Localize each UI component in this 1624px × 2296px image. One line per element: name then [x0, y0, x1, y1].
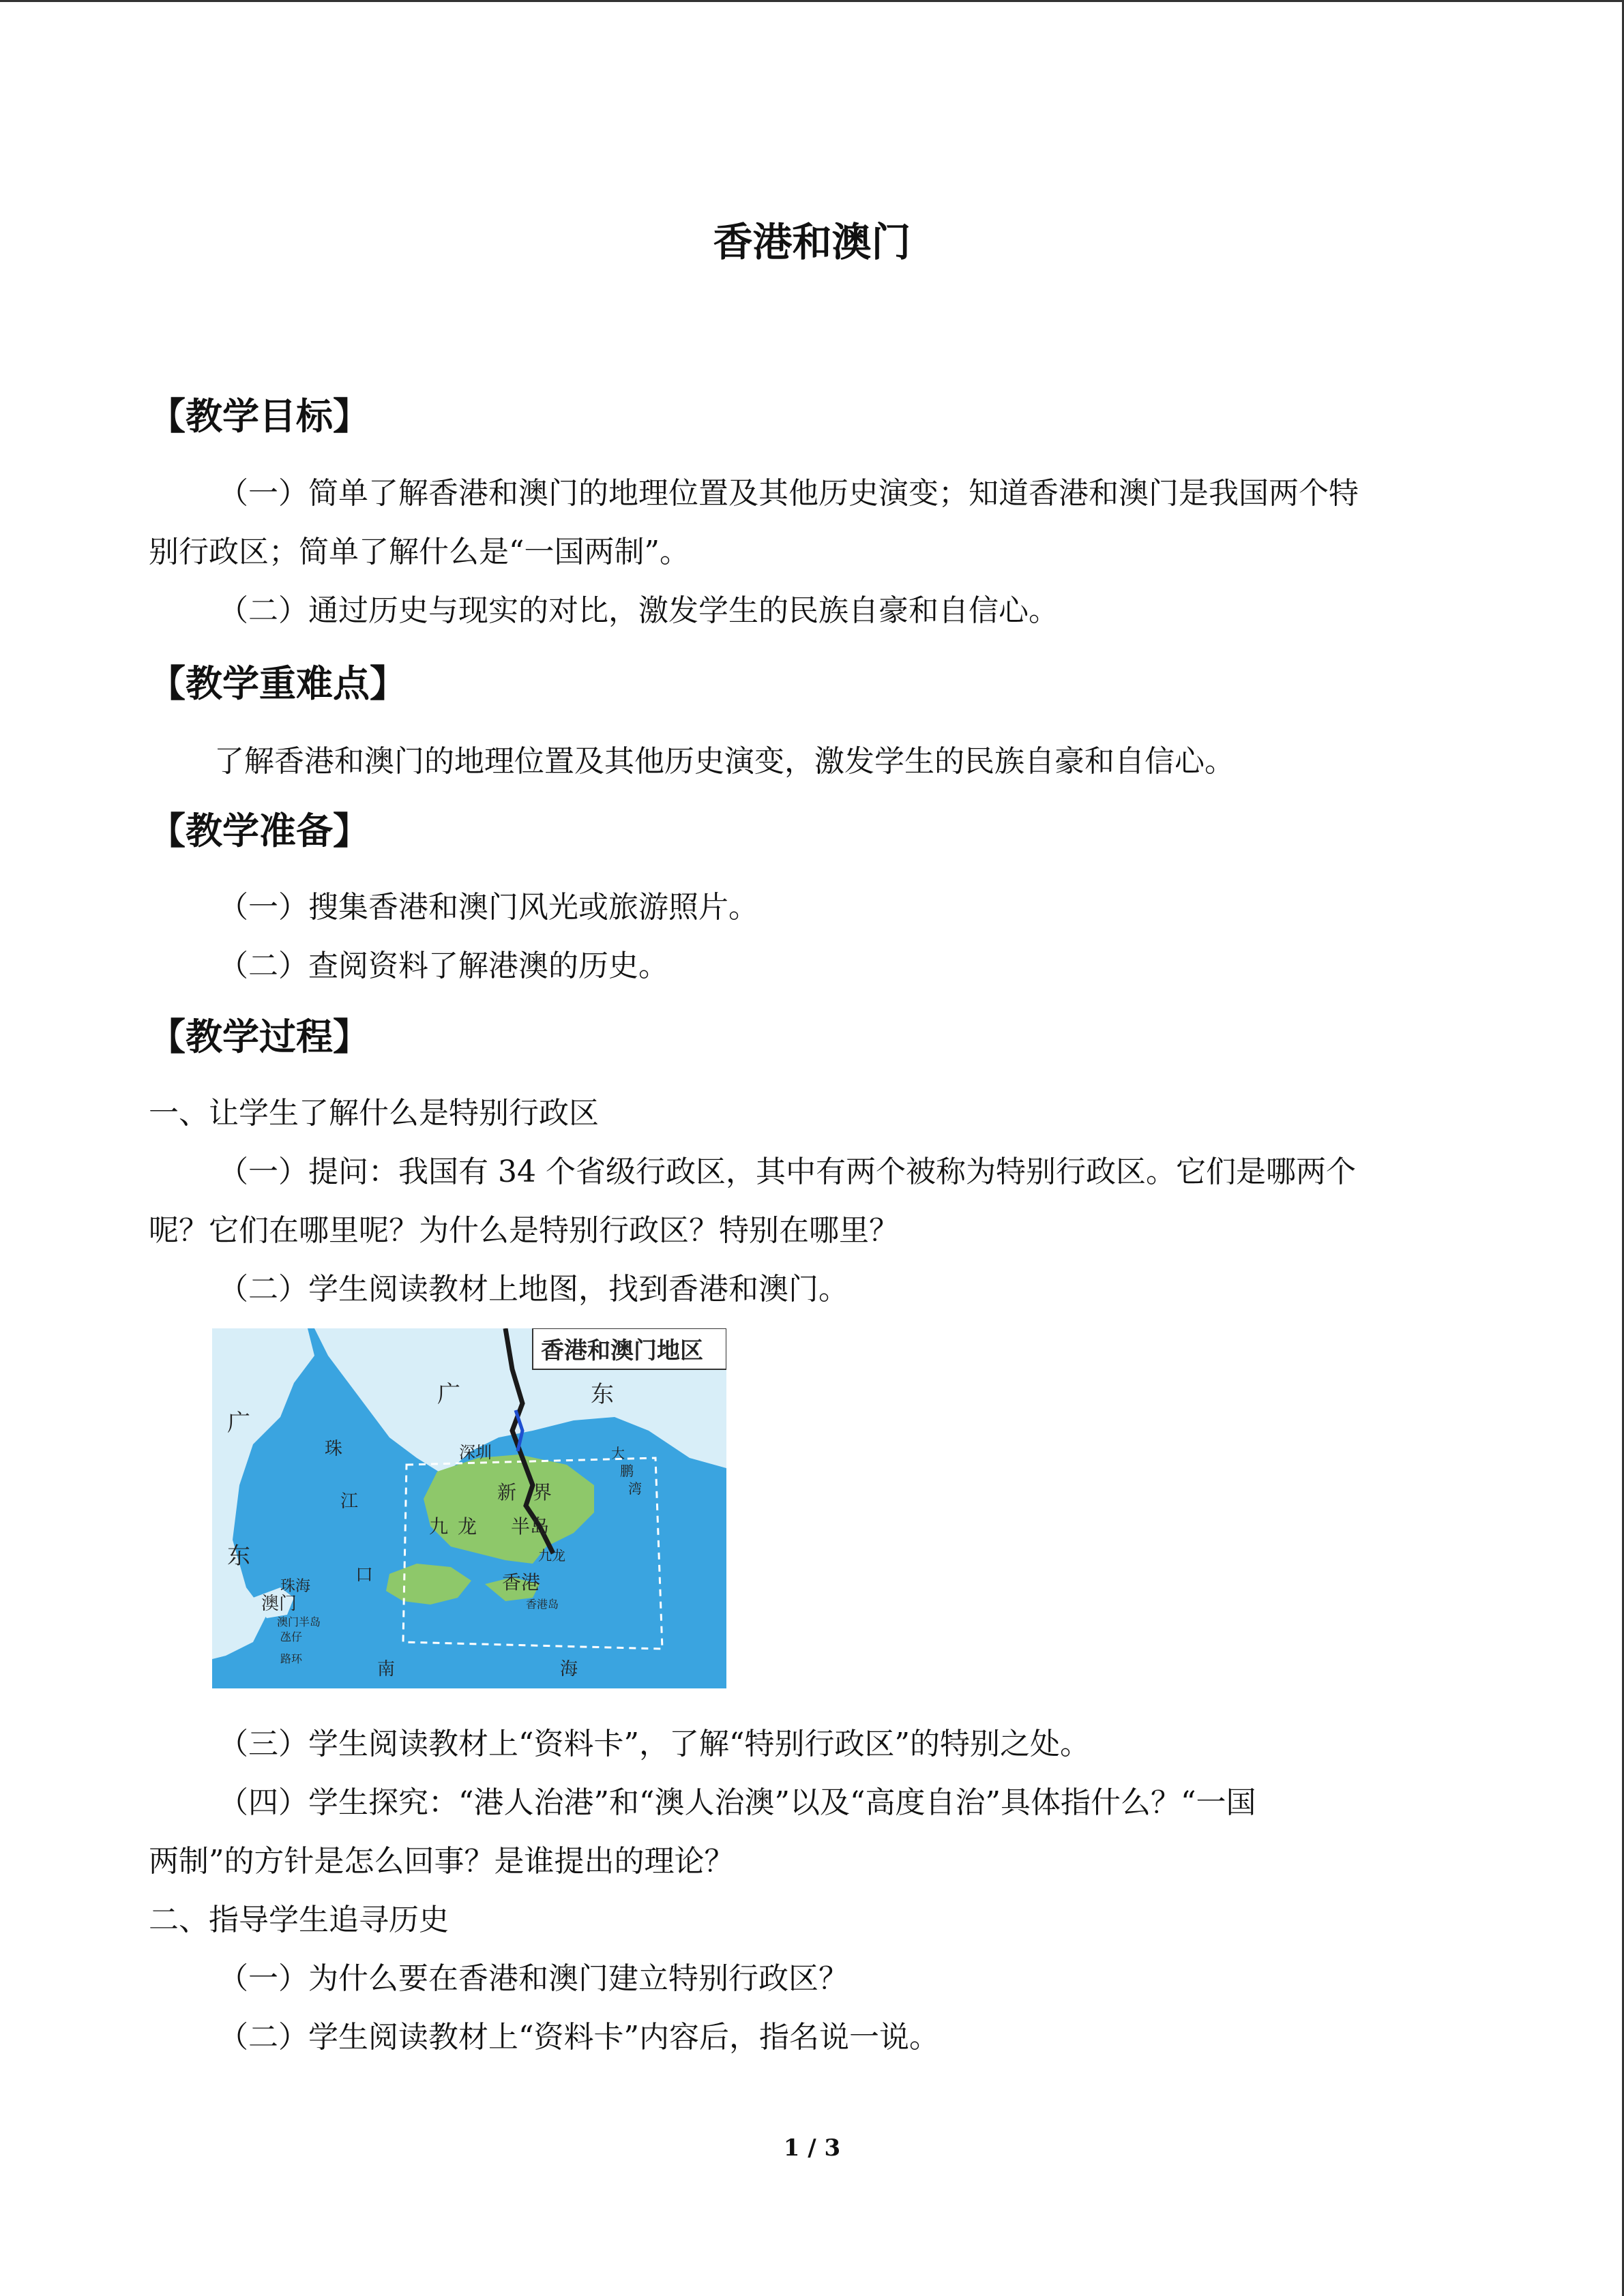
- map-label-zhujiang-1: 珠: [325, 1439, 343, 1459]
- map-label-shenzhen: 深圳: [459, 1443, 492, 1462]
- map-label-jiulong-1: 九: [429, 1515, 449, 1538]
- map-label-dong-top: 东: [591, 1381, 614, 1408]
- map-label-macau-peninsula: 澳门半岛: [277, 1615, 321, 1628]
- hk-macau-map: [212, 1328, 726, 1688]
- s2-question: （一）为什么要在香港和澳门建立特别行政区？: [218, 1961, 848, 1996]
- s1-read-card: （三）学生阅读教材上“资料卡”，了解“特别行政区”的特别之处。: [218, 1727, 1090, 1761]
- map-label-dong-left: 东: [227, 1542, 250, 1570]
- map-label-jiulong-small: 九龙: [538, 1547, 565, 1564]
- goal-2: （二）通过历史与现实的对比，激发学生的民族自豪和自信心。: [218, 593, 1059, 628]
- heading-key-points: 【教学重难点】: [149, 662, 407, 705]
- map-label-guang-left: 广: [227, 1410, 250, 1437]
- key-point-1: 了解香港和澳门的地理位置及其他历史演变，激发学生的民族自豪和自信心。: [214, 744, 1235, 779]
- s1-read-map: （二）学生阅读教材上地图，找到香港和澳门。: [218, 1272, 848, 1307]
- s1-question-line-2: 呢？它们在哪里呢？为什么是特别行政区？特别在哪里？: [149, 1213, 899, 1248]
- goal-1-line-1: （一）简单了解香港和澳门的地理位置及其他历史演变；知道香港和澳门是我国两个特: [218, 476, 1359, 511]
- map-label-xinjie-1: 新: [497, 1481, 517, 1504]
- map-label-nan: 南: [377, 1659, 396, 1680]
- map-label-macau: 澳门: [261, 1594, 297, 1614]
- prep-1: （一）搜集香港和澳门风光或旅游照片。: [218, 890, 758, 925]
- map-label-dapeng-1: 大: [611, 1445, 625, 1461]
- map-label-bandao: 半岛: [511, 1515, 550, 1538]
- map-label-zhuhai: 珠海: [280, 1578, 311, 1595]
- page-number: 1 / 3: [783, 2134, 841, 2162]
- prep-2: （二）查阅资料了解港澳的历史。: [218, 949, 668, 983]
- s1-question-line-1: （一）提问：我国有 34 个省级行政区，其中有两个被称为特别行政区。它们是哪两个: [218, 1154, 1356, 1189]
- map-label-jiulong-2: 龙: [458, 1515, 477, 1538]
- map-label-coloane: 路环: [280, 1652, 303, 1665]
- map-label-hk-island: 香港岛: [526, 1598, 559, 1611]
- map-label-taipa: 氹仔: [280, 1630, 303, 1643]
- heading-process: 【教学过程】: [149, 1015, 370, 1058]
- map-label-xinjie-2: 界: [533, 1481, 552, 1504]
- map-label-guang-top: 广: [437, 1381, 460, 1408]
- map-label-zhujiang-2: 江: [340, 1491, 359, 1512]
- heading-teaching-goals: 【教学目标】: [149, 395, 370, 438]
- section-1-title: 一、让学生了解什么是特别行政区: [149, 1096, 599, 1131]
- page-title: 香港和澳门: [713, 219, 911, 265]
- map-label-zhujiang-3: 口: [355, 1565, 374, 1585]
- map-label-hai: 海: [560, 1659, 578, 1680]
- page-top-rule: [0, 0, 1624, 2]
- section-2-title: 二、指导学生追寻历史: [149, 1903, 449, 1937]
- s1-explore-line-1: （四）学生探究：“港人治港”和“澳人治澳”以及“高度自治”具体指什么？“一国: [218, 1785, 1256, 1820]
- s2-read-card: （二）学生阅读教材上“资料卡”内容后，指名说一说。: [218, 2020, 939, 2055]
- map-label-hongkong: 香港: [502, 1571, 541, 1594]
- map-title: 香港和澳门地区: [541, 1337, 703, 1365]
- hk-macau-map-svg: [212, 1328, 726, 1688]
- heading-preparation: 【教学准备】: [149, 809, 370, 852]
- map-label-dapeng-3: 湾: [628, 1480, 642, 1497]
- map-label-dapeng-2: 鹏: [620, 1463, 634, 1479]
- s1-explore-line-2: 两制”的方针是怎么回事？是谁提出的理论？: [149, 1844, 735, 1879]
- goal-1-line-2: 别行政区；简单了解什么是“一国两制”。: [149, 535, 690, 569]
